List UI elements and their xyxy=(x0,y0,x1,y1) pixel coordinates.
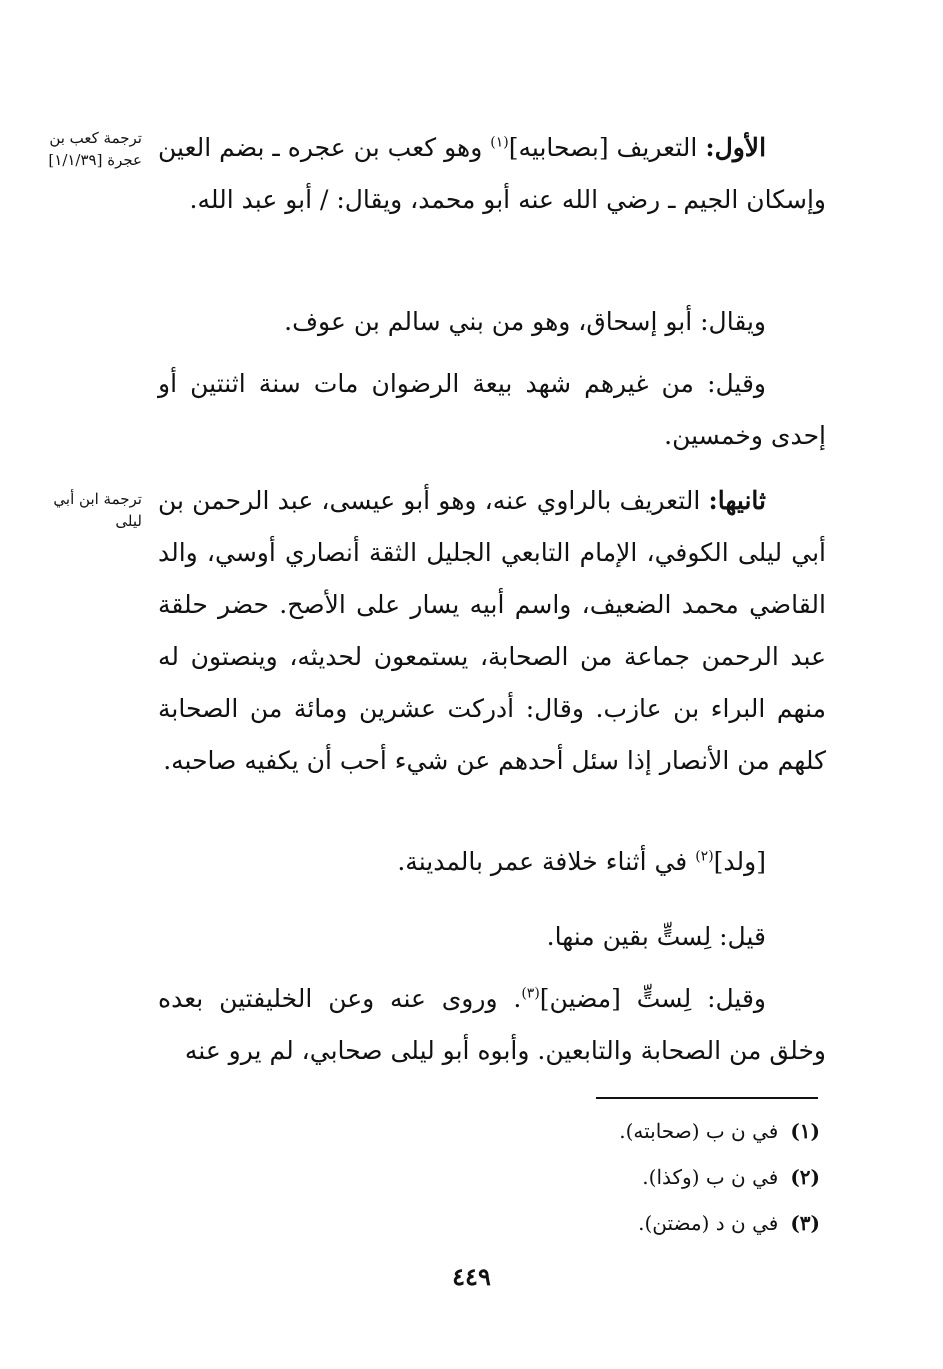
footnote-number: (١) xyxy=(790,1119,820,1143)
footnote-divider xyxy=(596,1097,818,1099)
margin-note-ibn-abi-layla: ترجمة ابن أبي ليلى xyxy=(53,490,142,530)
page-number: ٤٤٩ xyxy=(452,1262,491,1291)
footnote-ref-3: (٣) xyxy=(521,985,540,1002)
footnote-number: (٢) xyxy=(790,1165,820,1189)
paragraph-text: وقيل: لِستٍّ [مضين] xyxy=(539,984,766,1013)
paragraph-six-remaining xyxy=(158,911,826,963)
paragraph-death-date xyxy=(158,358,826,462)
footnote-text: في ن ب (صحابته). xyxy=(619,1119,779,1143)
footnote-3 xyxy=(460,1200,820,1246)
paragraph-first xyxy=(158,122,826,226)
footnote-1 xyxy=(460,1108,820,1154)
paragraph-lead: ثانيها: xyxy=(708,486,766,515)
footnote-ref-2: (٢) xyxy=(695,848,714,865)
paragraph-text: وهو كعب بن عجره ـ بضم العين وإسكان الجيم ـ رضي الله عنه أبو محمد، ويقال: / أبو عبد الله. xyxy=(158,133,826,214)
paragraph-text: وقيل: من غيرهم شهد بيعة الرضوان مات سنة اثنتين أو إحدى وخمسين. xyxy=(158,369,826,450)
footnote-text: في ن د (مضتن). xyxy=(638,1211,779,1235)
footnote-2 xyxy=(460,1154,820,1200)
paragraph-text: ويقال: أبو إسحاق، وهو من بني سالم بن عوف. xyxy=(284,307,766,336)
paragraph-abu-ishaq xyxy=(158,296,826,348)
footnote-number: (٣) xyxy=(790,1211,820,1235)
paragraph-text: [ولد] xyxy=(713,847,766,876)
paragraph-six-passed xyxy=(158,973,826,1077)
footnote-ref-1: (١) xyxy=(490,134,509,151)
paragraph-text: قيل: لِستٍّ بقين منها. xyxy=(546,922,766,951)
paragraph-text: في أثناء خلافة عمر بالمدينة. xyxy=(397,847,696,876)
paragraph-text: التعريف بالراوي عنه، وهو أبو عيسى، عبد الرحمن بن أبي ليلى الكوفي، الإمام التابعي الجليل الثقة أنصاري أوسي، والد القاضي محمد الضعيف، واسم أبيه يسار على الأصح. حضر حلقة عبد الرحمن جماعة من الصحابة، يستمعون لحديثه، وينصتون له منهم البراء بن عازب. وقال: أدركت عشرين ومائة من الصحابة كلهم من الأنصار إذا سئل أحدهم عن شيء أحب أن يكفيه صاحبه. xyxy=(158,486,826,775)
paragraph-birth xyxy=(158,836,826,888)
footnote-text: في ن ب (وكذا). xyxy=(642,1165,779,1189)
paragraph-text: التعريف [بصحابيه] xyxy=(508,133,706,162)
footnotes xyxy=(460,1108,820,1246)
paragraph-lead: الأول: xyxy=(705,133,767,162)
paragraph-text: . وروى عنه وعن الخليفتين بعده وخلق من الصحابة والتابعين. وأبوه أبو ليلى صحابي، لم يرو عنه xyxy=(158,984,826,1065)
paragraph-second xyxy=(158,475,826,787)
margin-note-kaab: ترجمة كعب بن عجرة [١/١/٣٩] xyxy=(48,129,142,169)
